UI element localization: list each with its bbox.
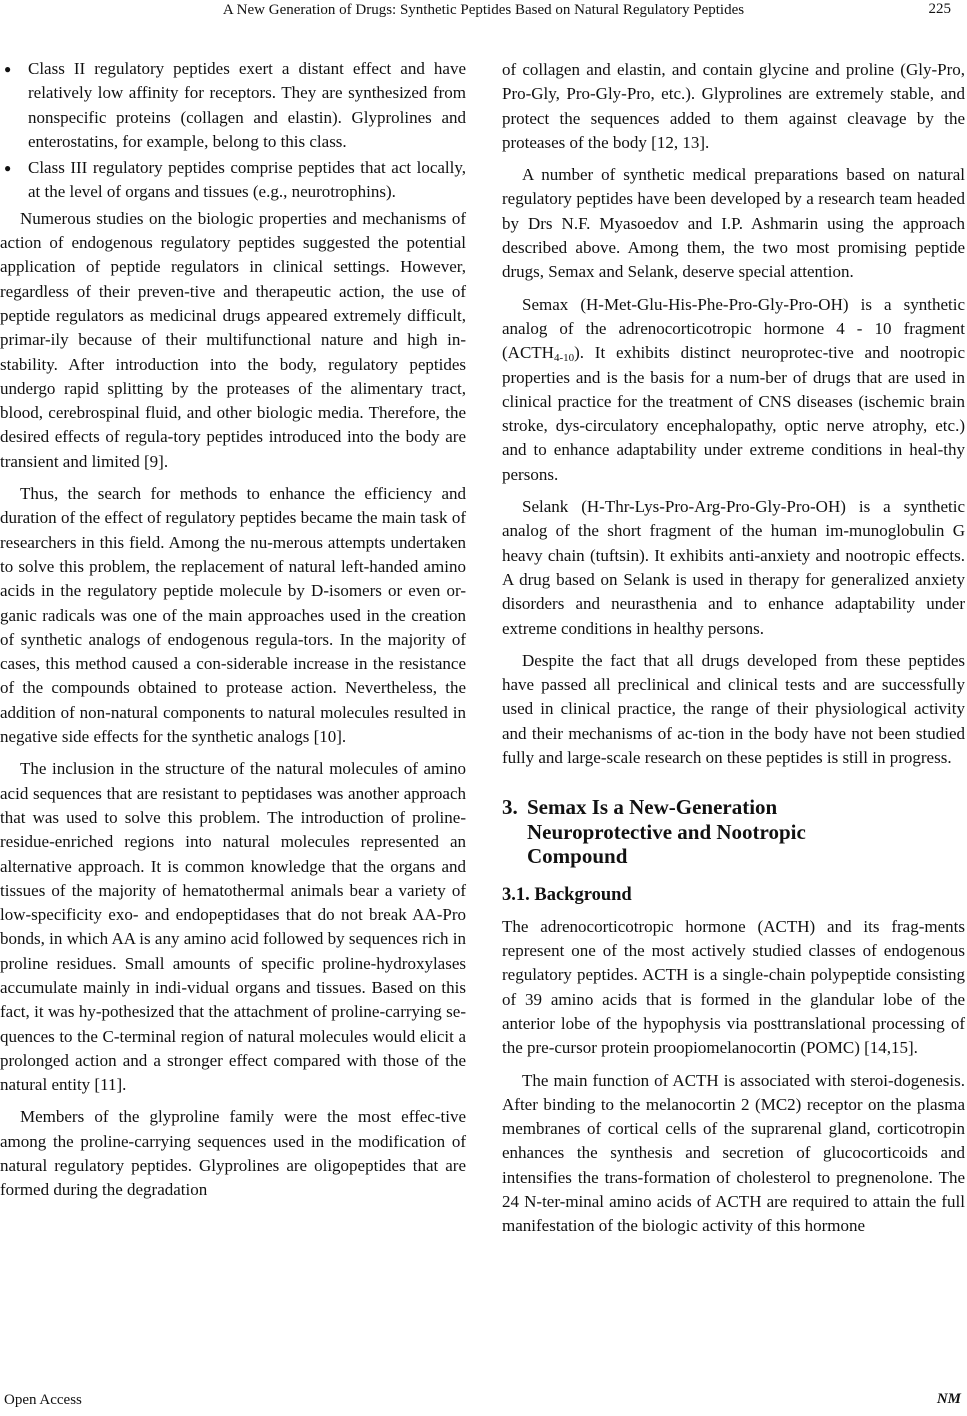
- footer-journal-abbrev: NM: [936, 1391, 961, 1407]
- semax-paragraph: Semax (H-Met-Glu-His-Phe-Pro-Gly-Pro-OH) is a synthetic analog of the adrenocorticotropic hormone 4 - 10 fragment $(ACTH_{4-10})$. It exhibits distinct neuroprotec-tive and nootropic properties and is the basis for a num-ber of drugs that are used in clinical practice for the treatment of CNS diseases (ischemic brain stroke, dys-circulatory encephalopathy, optic nerve atrophy, etc.) and to enhance adaptability under extreme conditions in heal-thy persons.: [502, 294, 965, 484]
- bullet-list: [0, 57, 466, 205]
- list-item: ● Class III regulatory peptides comprise peptides that act locally, at the level of organs and tissues (e.g., neurotrophins).: [4, 158, 466, 202]
- footer-open-access: Open Access: [4, 1392, 82, 1408]
- body-paragraph: The main function of ACTH is associated with steroi-dogenesis. After binding to the melanocortin 2 (MC2) receptor on the plasma membranes of cortical cells of the suprarenal gland, corticotropin enhances the synthesis and secretion of glucocorticoids and intensifies the trans-formation of cholesterol to pregnenolone. The 24 N-ter-minal amino acids of ACTH are required to attain the full manifestation of the biologic activity of this hormone: [502, 1070, 965, 1236]
- body-paragraph: Members of the glyproline family were the most effec-tive among the proline-carrying sequences used in the modification of natural regulatory peptides. Glyprolines are oligopeptides that are formed during the degradation: [0, 1107, 466, 1200]
- body-paragraph: Selank (H-Thr-Lys-Pro-Arg-Pro-Gly-Pro-OH) is a synthetic analog of the short fragment of the human im-munoglobulin G heavy chain (tuftsin). It exhibits anti-anxiety and nootropic effects. A drug based on Selank is used in therapy for generalized anxiety disorders and neurasthenia and to enhance adaptability under extreme conditions in healthy persons.: [502, 497, 965, 638]
- subsection-heading: 3.1. Background: [502, 884, 632, 905]
- running-title: A New Generation of Drugs: Synthetic Peptides Based on Natural Regulatory Peptides: [222, 2, 745, 18]
- body-paragraph: A number of synthetic medical preparations based on natural regulatory peptides have been developed by a research team headed by Drs N.F. Myasoedov and I.P. Ashmarin using the approach described above. Among them, the two most promising peptide drugs, Semax and Selank, deserve special attention.: [502, 165, 965, 282]
- body-paragraph: The inclusion in the structure of the natural molecules of amino acid sequences that are resistant to peptidases was another approach that was used to solve this problem. The introduction of proline-residue-enriched regions into natural molecules represented an alternative approach. It is common knowledge that the organs and tissues of the majority of hematothermal animals bear a variety of low-specificity exo- and endopeptidases that do not break AA-Pro bonds, in which AA is any amino acid followed by sequences rich in proline residues. Small amounts of specific proline-hydroxylases accumulate mainly in indi-vidual organs and tissues. Based on this fact, it was hy-pothesized that the attachment of proline-carrying se-quences to the C-terminal region of natural molecules would elicit a prolonged action and a stronger effect compared with those of the natural entity [11].: [0, 759, 466, 1095]
- right-column: [502, 58, 965, 1239]
- subscript: 4-10: [553, 352, 575, 365]
- body-paragraph: Despite the fact that all drugs developed from these peptides have passed all preclinical and clinical tests and are successfully used in clinical practice, the range of their physiological activity and their mechanisms of ac-tion in the body have not been studied fully and large-scale research on these peptides is still in progress.: [502, 650, 965, 768]
- left-column: [0, 57, 466, 1203]
- body-paragraph: The adrenocorticotropic hormone (ACTH) and its frag-ments represent one of the most actively studied classes of endogenous regulatory peptides. ACTH is a single-chain polypeptide consisting of 39 amino acids that is formed in the glandular lobe of the anterior lobe of the hypophysis via posttranslational processing of the pre-cursor protein proopiomelanocortin (POMC) [14,15].: [502, 916, 965, 1058]
- list-item: ● Class II regulatory peptides exert a distant effect and have relatively low affinity for receptors. They are synthesized from nonspecific proteins (collagen and elastin). Glyprolines and enterostatins, for example, belong to this class.: [4, 59, 466, 151]
- body-paragraph: Thus, the search for methods to enhance the efficiency and duration of the effect of regulatory peptides became the main task of researchers in this field. Among the nu-merous attempts undertaken to solve this problem, the replacement of natural left-handed amino acids in the regulatory peptide molecule by D-isomers or even or-ganic radicals was one of the main approaches used in the creation of synthetic analogs of endogenous regula-tors. In the majority of cases, this method caused a con-siderable increase in the resistance of the compounds obtained to protease action. Nevertheless, the addition of non-natural components to natural molecules resulted in negative side effects for the synthetic analogs [10].: [0, 484, 466, 747]
- body-paragraph: of collagen and elastin, and contain glycine and proline (Gly-Pro, Pro-Gly, Pro-Gly-Pro, etc.). Glyprolines are extremely stable, and protect the sequences added to them against cleavage by the proteases of the body [12, 13].: [502, 60, 965, 152]
- section-heading: 3. Semax Is a New-Generation Neuroprotective and Nootropic Compound: [502, 795, 806, 869]
- bullet-icon: ●: [4, 161, 12, 176]
- bullet-icon: ●: [4, 62, 12, 76]
- body-paragraph: Numerous studies on the biologic properties and mechanisms of action of endogenous regulatory peptides suggested the potential application of peptide regulators in clinical settings. However, regardless of their preven-tive and therapeutic action, the use of peptide regulators as medicinal drugs appeared extremely difficult, primar-ily because of their multifunctional nature and high in-stability. After introduction into the body, regulatory peptides undergo rapid splitting by the proteases of the alimentary tract, blood, cerebrospinal fluid, and other biologic media. Therefore, the desired effects of regula-tory peptides introduced into the body are transient and limited [9].: [0, 208, 466, 471]
- page-number: 225: [928, 1, 951, 17]
